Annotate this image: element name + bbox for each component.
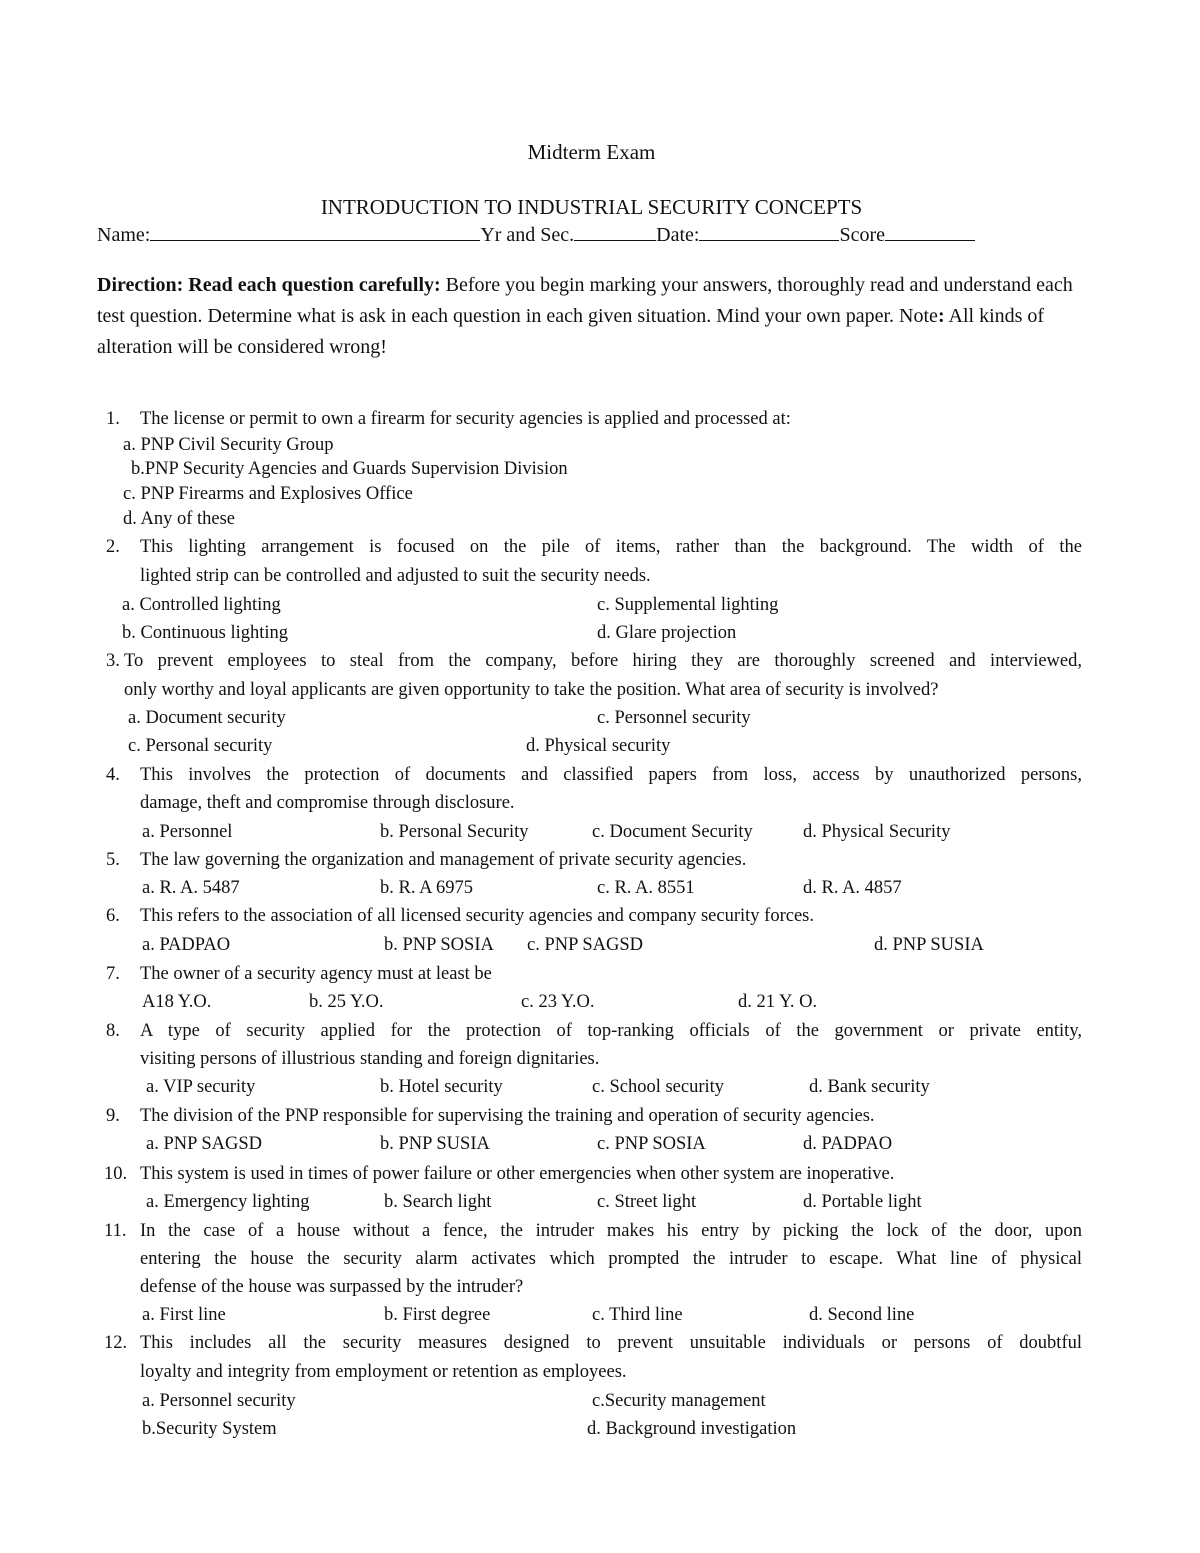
choice: c. PNP SAGSD	[527, 935, 643, 955]
choice: b. PNP SOSIA	[384, 935, 494, 955]
choice: a. Document security	[128, 708, 286, 728]
choice: b. PNP SUSIA	[380, 1134, 490, 1154]
question-text: To prevent employees to steal from the company, before hiring they are thoroughly screened and interviewed,	[124, 651, 1082, 671]
choice: c. School security	[592, 1077, 725, 1097]
choice: b. Search light	[384, 1192, 492, 1212]
choice: a. PNP Civil Security Group	[123, 435, 334, 455]
question-text: The division of the PNP responsible for supervising the training and operation of security agencies.	[140, 1106, 875, 1126]
choice: a. Emergency lighting	[146, 1192, 310, 1212]
question-number: 5.	[106, 850, 120, 870]
choice: b. 25 Y.O.	[309, 992, 384, 1012]
choice: a. PNP SAGSD	[146, 1134, 262, 1154]
choice: b. Personal Security	[380, 822, 529, 842]
score-label: Score	[839, 224, 886, 246]
yr-sec-field[interactable]	[574, 222, 656, 241]
choice: a. Controlled lighting	[122, 595, 281, 615]
choice: c. Personal security	[128, 736, 273, 756]
question-text: This lighting arrangement is focused on the pile of items, rather than the background. The width of the	[140, 537, 1082, 557]
choice: d. Second line	[809, 1305, 915, 1325]
direction-lead: Direction: Read each question carefully:	[97, 274, 441, 296]
choice: d. PNP SUSIA	[874, 935, 984, 955]
direction-text: Before you begin marking your answers, thoroughly read and understand each test question. Determine what is ask in each question in each given situation. Mind your own paper. Note	[97, 274, 1073, 327]
question-text: A type of security applied for the protection of top-ranking officials of the government or private entity,	[140, 1021, 1082, 1041]
question-text: defense of the house was surpassed by the intruder?	[140, 1277, 524, 1297]
choice: a. PADPAO	[142, 935, 231, 955]
question-number: 6.	[106, 906, 120, 926]
choice: a. Personnel	[142, 822, 233, 842]
exam-title: Midterm Exam	[527, 140, 656, 164]
choice: c. 23 Y.O.	[521, 992, 595, 1012]
question-text: This involves the protection of documents and classified papers from loss, access by unauthorized persons,	[140, 765, 1082, 785]
yr-sec-label: Yr and Sec.	[480, 224, 575, 246]
choice: d. Glare projection	[597, 623, 737, 643]
choice: b. First degree	[384, 1305, 491, 1325]
question-text: This system is used in times of power failure or other emergencies when other system are inoperative.	[140, 1164, 895, 1184]
choice: b. R. A 6975	[380, 878, 474, 898]
choice: c.Security management	[592, 1391, 766, 1411]
choice: d. Bank security	[809, 1077, 930, 1097]
choice: A18 Y.O.	[142, 992, 212, 1012]
question-number: 1.	[106, 409, 120, 429]
choice: b. Hotel security	[380, 1077, 503, 1097]
question-number: 7.	[106, 964, 120, 984]
question-number: 2.	[106, 537, 120, 557]
question-number: 10.	[104, 1164, 128, 1184]
choice: a. Personnel security	[142, 1391, 296, 1411]
direction-colon: :	[937, 305, 945, 327]
question-text: The license or permit to own a firearm for security agencies is applied and processed at:	[140, 409, 791, 429]
choice: b.Security System	[142, 1419, 277, 1439]
question-number: 11.	[104, 1221, 127, 1241]
direction-tail: All kinds of alteration will be considered wrong!	[97, 305, 1045, 358]
question-text: The owner of a security agency must at least be	[140, 964, 492, 984]
choice: c. Document Security	[592, 822, 753, 842]
score-field[interactable]	[885, 222, 975, 241]
choice: d. Portable light	[803, 1192, 922, 1212]
question-text: lighted strip can be controlled and adjusted to suit the security needs.	[140, 566, 651, 586]
choice: d. 21 Y. O.	[738, 992, 818, 1012]
choice: d. Physical security	[526, 736, 671, 756]
choice: c. Street light	[597, 1192, 697, 1212]
question-text: This refers to the association of all licensed security agencies and company security forces.	[140, 906, 814, 926]
choice: b. Continuous lighting	[122, 623, 289, 643]
choice: d. Physical Security	[803, 822, 951, 842]
choice: c. Personnel security	[597, 708, 751, 728]
course-title: INTRODUCTION TO INDUSTRIAL SECURITY CONCEPTS	[320, 195, 863, 219]
choice: a. VIP security	[146, 1077, 256, 1097]
name-label: Name:	[97, 224, 151, 246]
choice: a. First line	[142, 1305, 226, 1325]
question-text: This includes all the security measures designed to prevent unsuitable individuals or persons of doubtful	[140, 1333, 1082, 1353]
question-text: only worthy and loyal applicants are given opportunity to take the position. What area of security is involved?	[124, 680, 939, 700]
question-text: visiting persons of illustrious standing and foreign dignitaries.	[140, 1049, 600, 1069]
choice: d. Background investigation	[587, 1419, 797, 1439]
student-info-fields	[97, 222, 975, 247]
question-number: 8.	[106, 1021, 120, 1041]
question-number: 9.	[106, 1106, 120, 1126]
question-text: In the case of a house without a fence, the intruder makes his entry by picking the lock of the door, upon	[140, 1221, 1082, 1241]
question-text: damage, theft and compromise through disclosure.	[140, 793, 515, 813]
choice: c. Supplemental lighting	[597, 595, 779, 615]
name-field[interactable]	[150, 222, 480, 241]
question-number: 12.	[104, 1333, 128, 1353]
choice: d. PADPAO	[803, 1134, 893, 1154]
question-text: The law governing the organization and management of private security agencies.	[140, 850, 747, 870]
choice: a. R. A. 5487	[142, 878, 240, 898]
choice: d. R. A. 4857	[803, 878, 902, 898]
date-field[interactable]	[699, 222, 839, 241]
choice: c. PNP Firearms and Explosives Office	[123, 484, 413, 504]
question-number: 3.	[106, 651, 120, 671]
choice: d. Any of these	[123, 509, 236, 529]
choice: c. Third line	[592, 1305, 683, 1325]
choice: b.PNP Security Agencies and Guards Supervision Division	[131, 459, 568, 479]
choice: c. PNP SOSIA	[597, 1134, 706, 1154]
question-number: 4.	[106, 765, 120, 785]
date-label: Date:	[656, 224, 700, 246]
question-text: entering the house the security alarm activates which prompted the intruder to escape. What line of physical	[140, 1249, 1082, 1269]
choice: c. R. A. 8551	[597, 878, 695, 898]
directions	[97, 270, 1092, 363]
question-text: loyalty and integrity from employment or retention as employees.	[140, 1362, 627, 1382]
